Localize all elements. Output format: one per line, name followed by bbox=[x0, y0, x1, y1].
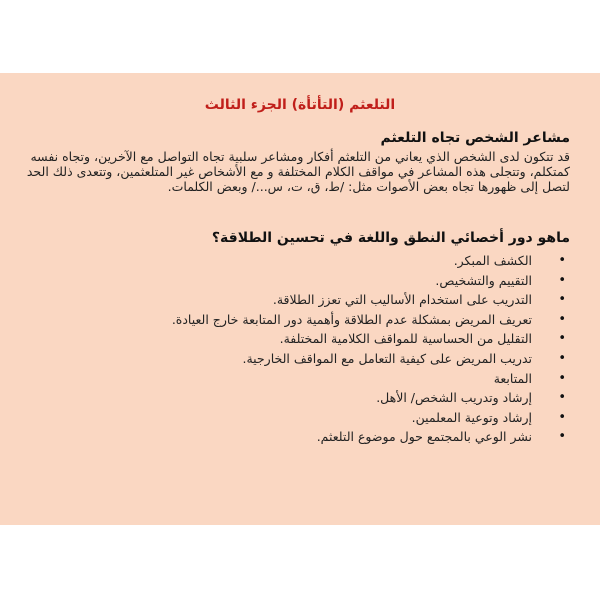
list-item: • إرشاد وتدريب الشخص/ الأهل. bbox=[24, 388, 566, 408]
role-list bbox=[24, 251, 566, 447]
list-item: • التقييم والتشخيص. bbox=[24, 271, 566, 291]
feelings-heading: مشاعر الشخص تجاه التلعثم bbox=[380, 130, 570, 146]
list-item: • تعريف المريض بمشكلة عدم الطلاقة وأهمية دور المتابعة خارج العيادة. bbox=[24, 310, 566, 330]
list-item: • نشر الوعي بالمجتمع حول موضوع التلعثم. bbox=[24, 427, 566, 447]
feelings-paragraph: قد تتكون لدى الشخص الذي يعاني من التلعثم أفكار ومشاعر سلبية تجاه التواصل مع الآخرين، وتجاه نفسه كمتكلم، وتتجلى هذه المشاعر في مواقف الكلام المختلفة و مع الأشخاص غير المتلعثمين، وتتعدى ذلك الحد لتصل إلى ظهورها تجاه بعض الأصوات مثل: /ط، ق، ت، س.../ وبعض الكلمات. bbox=[26, 149, 570, 194]
list-item: • التقليل من الحساسية للمواقف الكلامية المختلفة. bbox=[24, 329, 566, 349]
list-item: • المتابعة bbox=[24, 369, 566, 389]
role-heading: ماهو دور أخصائي النطق واللغة في تحسين الطلاقة؟ bbox=[211, 230, 570, 246]
list-item: • تدريب المريض على كيفية التعامل مع المواقف الخارجية. bbox=[24, 349, 566, 369]
list-item: • التدريب على استخدام الأساليب التي تعزز الطلاقة. bbox=[24, 290, 566, 310]
list-item: • الكشف المبكر. bbox=[24, 251, 566, 271]
list-item: • إرشاد وتوعية المعلمين. bbox=[24, 408, 566, 428]
page-title: التلعثم (التأتأة) الجزء الثالث bbox=[204, 97, 396, 113]
content-panel bbox=[0, 73, 600, 525]
